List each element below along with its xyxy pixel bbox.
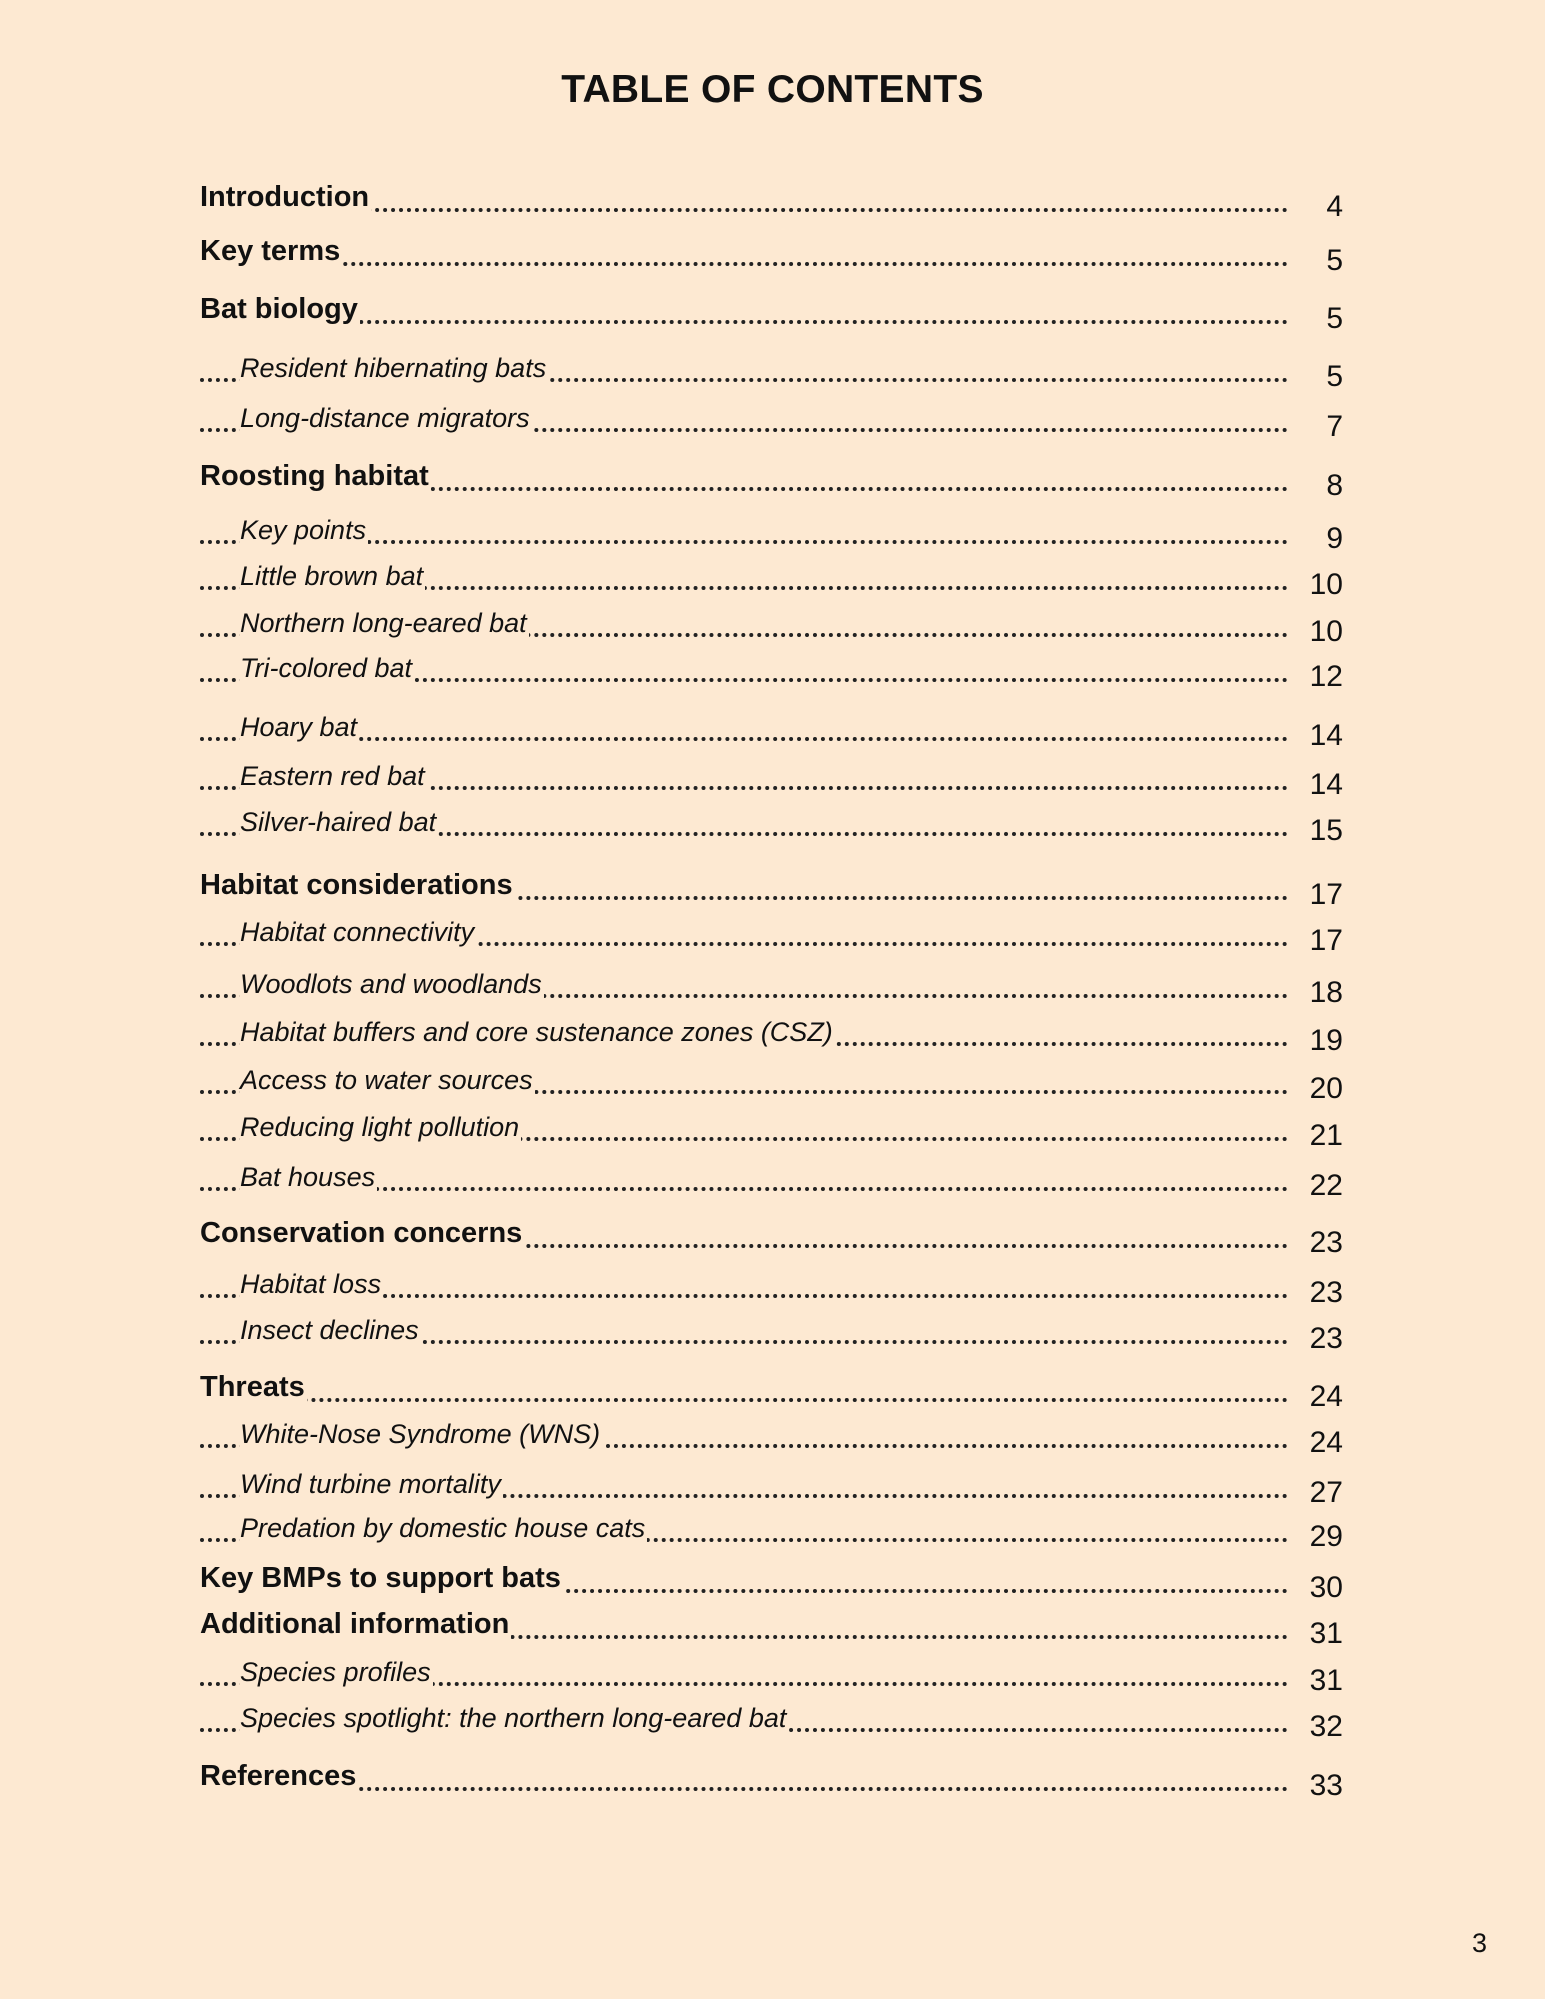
- toc-entry-label: Roosting habitat: [200, 460, 429, 492]
- toc-entry-label: Little brown bat: [240, 561, 424, 591]
- toc-entry-label: Habitat considerations: [200, 869, 513, 901]
- toc-entry-label: Habitat buffers and core sustenance zones (CSZ): [240, 1017, 833, 1047]
- page-title: TABLE OF CONTENTS: [561, 68, 984, 111]
- toc-entry-page: 23: [1309, 1276, 1343, 1309]
- toc-entry-label: Hoary bat: [240, 712, 358, 742]
- toc-entry[interactable]: [0, 1506, 1545, 1552]
- toc-entry[interactable]: [0, 754, 1545, 800]
- toc-entry-label: Introduction: [200, 181, 370, 213]
- toc-entry[interactable]: [0, 396, 1545, 442]
- toc-entry-page: 30: [1309, 1571, 1343, 1604]
- toc-entry-label: Key terms: [200, 235, 341, 267]
- toc-entry-page: 15: [1309, 814, 1343, 847]
- toc-entry[interactable]: [0, 646, 1545, 692]
- toc-entry-page: 24: [1309, 1426, 1343, 1459]
- toc-entry-label: White-Nose Syndrome (WNS): [240, 1419, 601, 1449]
- toc-entry[interactable]: [0, 1105, 1545, 1151]
- toc-entry-page: 21: [1309, 1119, 1343, 1152]
- dot-leader: [200, 1398, 1288, 1402]
- toc-entry-label: Woodlots and woodlands: [240, 969, 542, 999]
- toc-entry-page: 33: [1309, 1769, 1343, 1802]
- toc-entry[interactable]: [0, 1058, 1545, 1104]
- dot-leader: [200, 737, 1288, 741]
- toc-entry-page: 8: [1326, 469, 1343, 502]
- toc-entry-label: Resident hibernating bats: [240, 353, 547, 383]
- toc-entry-page: 32: [1309, 1710, 1343, 1743]
- toc-entry[interactable]: [0, 705, 1545, 751]
- toc-entry[interactable]: [0, 346, 1545, 392]
- toc-entry-label: Wind turbine mortality: [240, 1469, 501, 1499]
- toc-entry-label: Habitat loss: [240, 1269, 382, 1299]
- toc-entry[interactable]: [0, 910, 1545, 956]
- toc-entry[interactable]: [0, 1696, 1545, 1742]
- dot-leader: [200, 320, 1288, 324]
- toc-entry[interactable]: [0, 864, 1545, 910]
- toc-entry-label: Key BMPs to support bats: [200, 1562, 561, 1594]
- toc-entry-page: 10: [1309, 615, 1343, 648]
- toc-entry-page: 23: [1309, 1322, 1343, 1355]
- toc-entry[interactable]: [0, 601, 1545, 647]
- toc-entry[interactable]: [0, 230, 1545, 276]
- toc-entry-page: 14: [1309, 768, 1343, 801]
- toc-entry[interactable]: [0, 1262, 1545, 1308]
- toc-entry-page: 14: [1309, 719, 1343, 752]
- toc-entry-label: Long-distance migrators: [240, 403, 530, 433]
- toc-entry-label: Insect declines: [240, 1315, 419, 1345]
- toc-entry[interactable]: [0, 455, 1545, 501]
- toc-entry-label: Silver-haired bat: [240, 807, 437, 837]
- toc-entry-page: 12: [1309, 660, 1343, 693]
- toc-entry-page: 19: [1309, 1024, 1343, 1057]
- dot-leader: [200, 1787, 1288, 1791]
- toc-entry-label: Predation by domestic house cats: [240, 1513, 646, 1543]
- toc-entry-page: 27: [1309, 1476, 1343, 1509]
- toc-entry-label: Key points: [240, 515, 367, 545]
- toc-entry-label: Additional information: [200, 1608, 510, 1640]
- toc-entry-label: Northern long-eared bat: [240, 608, 527, 638]
- toc-entry-page: 22: [1309, 1169, 1343, 1202]
- toc-entry-label: Tri-colored bat: [240, 653, 413, 683]
- toc-entry-label: Access to water sources: [240, 1065, 533, 1095]
- toc-entry[interactable]: [0, 554, 1545, 600]
- toc-entry-page: 24: [1309, 1380, 1343, 1413]
- toc-entry-page: 31: [1309, 1617, 1343, 1650]
- toc-entry-page: 5: [1326, 302, 1343, 335]
- toc-entry[interactable]: [0, 508, 1545, 554]
- toc-entry[interactable]: [0, 962, 1545, 1008]
- toc-entry-page: 4: [1326, 190, 1343, 223]
- toc-entry-label: Bat biology: [200, 293, 358, 325]
- toc-entry[interactable]: [0, 1366, 1545, 1412]
- toc-entry[interactable]: [0, 1010, 1545, 1056]
- toc-entry-page: 29: [1309, 1520, 1343, 1553]
- toc-entry-label: References: [200, 1760, 357, 1792]
- dot-leader: [200, 262, 1288, 266]
- toc-entry[interactable]: [0, 288, 1545, 334]
- toc-entry-page: 10: [1309, 568, 1343, 601]
- toc-entry[interactable]: [0, 1212, 1545, 1258]
- toc-entry-page: 17: [1309, 924, 1343, 957]
- toc-entry[interactable]: [0, 1308, 1545, 1354]
- toc-entry-page: 5: [1326, 244, 1343, 277]
- toc-entry-label: Habitat connectivity: [240, 917, 475, 947]
- toc-entry-label: Conservation concerns: [200, 1217, 523, 1249]
- toc-entry-label: Bat houses: [240, 1162, 376, 1192]
- toc-entry[interactable]: [0, 800, 1545, 846]
- toc-entry-label: Species profiles: [240, 1657, 431, 1687]
- toc-entry-page: 23: [1309, 1226, 1343, 1259]
- toc-entry-label: Threats: [200, 1371, 305, 1403]
- toc-entry-label: Reducing light pollution: [240, 1112, 520, 1142]
- toc-entry-label: Eastern red bat: [240, 761, 425, 791]
- toc-entry[interactable]: [0, 1155, 1545, 1201]
- toc-entry-page: 17: [1309, 878, 1343, 911]
- toc-entry-page: 9: [1326, 522, 1343, 555]
- toc-entry[interactable]: [0, 1755, 1545, 1801]
- toc-entry[interactable]: [0, 1412, 1545, 1458]
- toc-entry-label: Species spotlight: the northern long-eared bat: [240, 1703, 787, 1733]
- toc-entry-page: 31: [1309, 1664, 1343, 1697]
- toc-entry[interactable]: [0, 176, 1545, 222]
- page-number: 3: [1471, 1928, 1487, 1958]
- toc-entry[interactable]: [0, 1650, 1545, 1696]
- toc-entry-page: 7: [1326, 410, 1343, 443]
- toc-entry[interactable]: [0, 1462, 1545, 1508]
- toc-entry[interactable]: [0, 1557, 1545, 1603]
- toc-entry-page: 20: [1309, 1072, 1343, 1105]
- toc-entry[interactable]: [0, 1603, 1545, 1649]
- toc-entry-page: 18: [1309, 976, 1343, 1009]
- toc-entry-page: 5: [1326, 360, 1343, 393]
